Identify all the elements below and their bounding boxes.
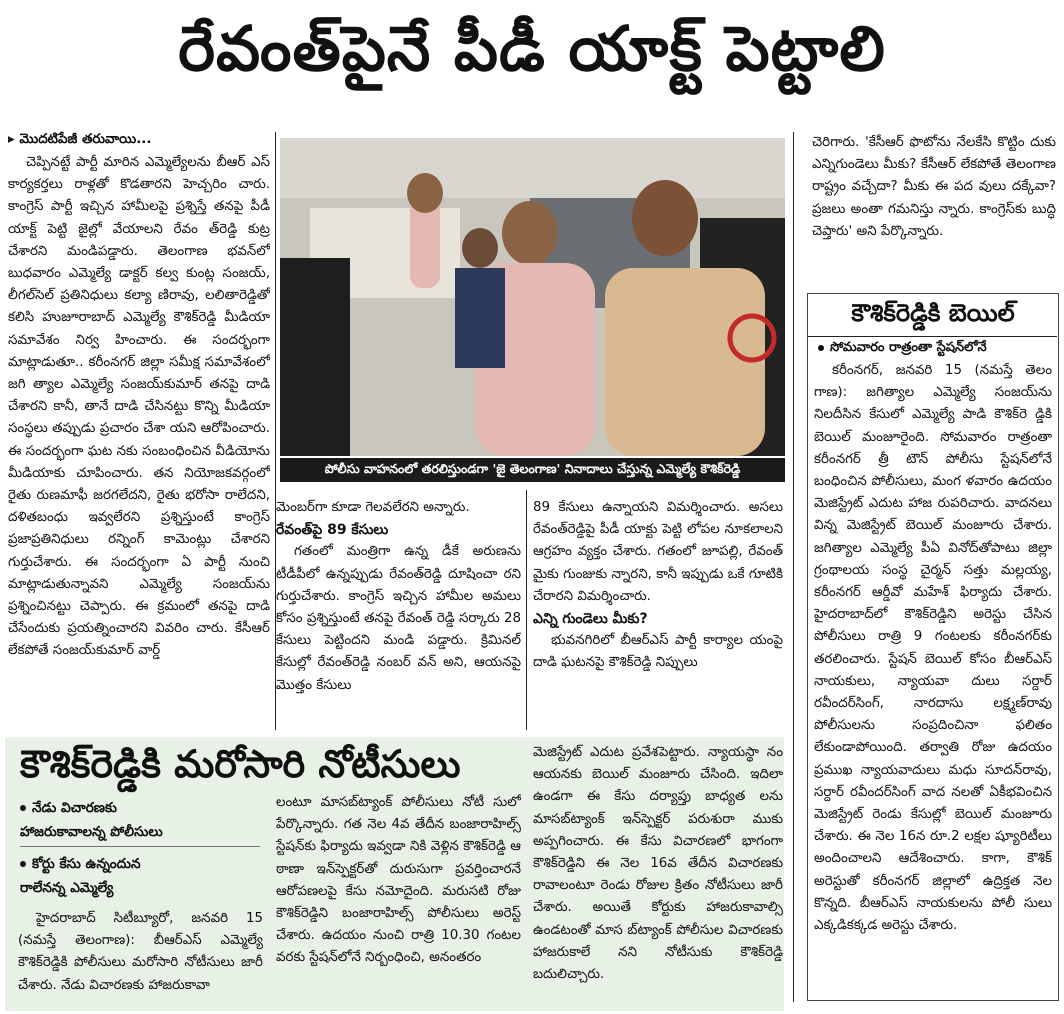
bail-box-body <box>814 360 1052 996</box>
article-column-3 <box>533 497 783 733</box>
police-car-photo <box>280 138 785 456</box>
article-paragraph: చెప్పినట్టే పార్టీ మారిన ఎమ్మెల్యేలను బీఆర్ ఎస్ కార్యకర్తలు రాళ్లతో కొడతారని హెచ్చరిం చారు. కాంగ్రెస్ పార్టీ ఇచ్చిన హామీలపై ప్రశ్నిస్తే తనపై పీడీ యాక్ట్ పెట్టి జైల్లో వేయాలని రేవం త్‌రెడ్డి కుట్ర చేశారని మండిపడ్డారు. తెలంగాణ భవన్‌లో బుధవారం ఎమ్మెల్యే డాక్టర్ కల్వ కుంట్ల సంజయ్, లీగల్‌సెల్ ప్రతినిధులు కల్యా ణిరావు, లలితారెడ్డితో కలిసి హుజూరాబాద్ ఎమ్మెల్యే కౌశిక్‌రెడ్డి మీడియా సమావేశం నిర్వ హించారు. ఈ సందర్భంగా మాట్లాడుతూ.. కరీంనగర్ జిల్లా సమీక్ష సమావేశంలో జగి త్యాల ఎమ్మెల్యే సంజయ్‌కుమార్ తనపై దాడి చేశారని కానీ, తానే దాడి చేసినట్టు కొన్ని మీడియా సంస్థలు తప్పుడు ప్రచారం చేశా యని ఆరోపించారు. ఈ సందర్భంగా ఘట నకు సంబంధించిన వీడియోను మీడియాకు చూపించారు. తన నియోజకవర్గంలో రైతు రుణమాఫీ జరగలేదని, రైతు భరోసా రాలేదని, దళితబంధు ఇవ్వలేరని ప్రశ్నిస్తుంటే కాంగ్రెస్ ప్రజాప్రతినిధులు రన్నింగ్ కామెంట్లు చేశారని గుర్తుచేశారు. ఈ సందర్భంగా ఏ పార్టీ నుంచి మాట్లాడుతున్నావని ఎమ్మెల్యే సంజయ్‌ను ప్రశ్నించినట్టు చెప్పారు. ఈ క్రమంలో తనపై దాడి చేసేందుకు ప్రయత్నించారని వివరిం చారు. కేసీఆర్ లేకపోతే సంజయ్‌కుమార్ వార్డ్ <box>8 155 270 659</box>
article-column-2 <box>276 497 521 733</box>
bail-box-subtitle: సోమవారం రాత్రంతా స్టేషన్‌లోనే <box>818 340 987 358</box>
article-paragraph: భువనగిరిలో బీఆర్ఎస్ పార్టీ కార్యాల యంపై దాడి ఘటనపై కౌశిక్‌రెడ్డి నిప్పులు <box>533 633 783 671</box>
bullet-icon <box>20 805 26 811</box>
article-paragraph: చెరిగారు. 'కేసీఆర్ ఫొటోను నేలకేసి కొట్టిం దుకు ఎన్నిగుండెలు మీకు? కేసీఆర్ లేకపోతే తెలంగాణ రాష్ట్రం వచ్చేదా? మీకు ఈ పద వులు దక్కేవా? ప్రజలు అంతా గమనిస్తు న్నారు. కాంగ్రెస్‌కు బుద్ధి చెప్తారు' అని పేర్కొన్నారు. <box>812 135 1056 239</box>
notice-column-1 <box>18 908 263 1008</box>
article-paragraph: లంటూ మాసబ్‌ట్యాంక్ పోలీసులు నోటీ సులో పేర్కొన్నారు. గత నెల 4వ తేదీన బంజారాహిల్స్ స్టేషన్‌కు ఫిర్యాదు ఇవ్వడా నికి వెళ్లిన కౌశిక్‌రెడ్డి ఆ ఠాణా ఇన్‌స్పెక్టర్‌తో దురుసుగా ప్రవర్తించారనే ఆరోపణలపై కేసు నమోదైంది. మరుసటి రోజు కౌశిక్‌రెడ్డిని బంజారాహిల్స్ పోలీసులు అరెస్ట్ చేశారు. ఉదయం నుంచి రాత్రి 10.30 గంటల వరకు స్టేషన్‌లోనే నిర్బంధించి, అనంతరం <box>276 795 521 966</box>
article-column-4 <box>812 132 1056 287</box>
continued-text: మొదటిపేజీ తరువాయి... <box>19 132 152 147</box>
article-column-1 <box>8 152 270 737</box>
article-paragraph: గతంలో మంత్రిగా ఉన్న డీకే అరుణను టీడీపీలో ఉన్నప్పుడు రేవంత్‌రెడ్డి దూషించా రని గుర్తుచేశారు. కాంగ్రెస్ ఇచ్చిన హామీల అమలు కోసం ప్రశ్నిస్తుంటే తనపై రేవంత్ రెడ్డి సర్కారు 28 కేసులు పెట్టిందని మండి పడ్డారు. క్రిమినల్ కేసుల్లో రేవంత్‌రెడ్డి నంబర్ వన్ అని, ఆయనపై మొత్తం కేసులు <box>276 544 521 693</box>
article-paragraph: 89 కేసులు ఉన్నాయని విమర్శించారు. అసలు రేవంత్‌రెడ్డిపై పీడీ యాక్టు పెట్టి లోపల నూకలాలని ఆగ్రహం వ్యక్తం చేశారు. గతంలో జూపల్లి, రేవంత్ మైకు గుంజుకు న్నారని, కానీ ఇప్పుడు ఒకే గూటికి చేరారని విమర్శించారు. <box>533 500 783 604</box>
photo-caption: పోలీసు వాహనంలో తరలిస్తుండగా 'జై తెలంగాణ' నినాదాలు చేస్తున్న ఎమ్మెల్యే కౌశిక్‌రెడ్డి <box>280 458 785 482</box>
notice-column-3 <box>533 742 783 1008</box>
bullet-icon <box>20 861 26 867</box>
notice-column-2 <box>276 792 521 1008</box>
article-paragraph: కరీంనగర్, జనవరి 15 (నమస్తే తెలం గాణ): జగిత్యాల ఎమ్మెల్యే సంజయ్‌ను నిలదీసిన కేసులో ఎమ్మెల్యే పాడి కౌశిక్‌రె డ్డికి బెయిల్ మంజూరైంది. సోమవారం రాత్రంతా కరీంనగర్ త్రీ టౌన్ పోలీసు స్టేషన్‌లోనే బంధించిన పోలీసులు, మంగ ళవారం ఉదయం మెజిస్ట్రేట్ ఎదుట హాజ రుపరిచారు. వాదనలు విన్న మెజిస్ట్రేట్ బెయిల్ మంజూరు చేశారు. జగిత్యాల ఎమ్మెల్యే పీఏ వినోద్‌తోపాటు జిల్లా గ్రంథాలయ సంస్థ చైర్మన్ సత్తు మల్లయ్య, కరీంనగర్ ఆర్డీవో మహేశ్ ఫిర్యాదు చేశారు. హైదరాబాద్‌లో కౌశిక్‌రెడ్డిని అరెస్టు చేసిన పోలీసులు రాత్రి 9 గంటలకు కరీంనగర్‌కు తరలించారు. స్టేషన్ బెయిల్ కోసం బీఆర్ఎస్ నాయకులు, న్యాయవా దులు సర్దార్ రవీందర్‌సింగ్, నారదాసు లక్ష్మణ్‌రావు పోలీసులను సంప్రదించినా ఫలితం లేకుండాపోయింది. తర్వాతి రోజు ఉదయం ప్రముఖ న్యాయవాదులు మధు సూదన్‌రావు, సర్దార్ రవీందర్‌సింగ్ వాద నలతో ఏకీభవించిన మెజిస్ట్రేట్ రెండు కేసుల్లో బెయిల్ మంజూరు చేశారు. ఈ నెల 16న రూ.2 లక్షల ష్యూరిటీలు అందించాలని ఆదేశించారు. కాగా, కౌశిక్ అరెస్టుతో కరీంనగర్ జిల్లాలో ఉద్రిక్తత నెల కొన్నది. బీఆర్ఎస్ నాయకులను పోలీ సులు ఎక్కడికక్కడ అరెస్టు చేశారు. <box>814 363 1052 934</box>
article-paragraph: మెంబర్‌గా కూడా గెలవలేరని అన్నారు. <box>276 500 470 515</box>
bullet-icon <box>818 345 824 351</box>
notice-bullet-1: నేడు విచారణకు హాజరుకావాలన్న పోలీసులు <box>20 800 163 840</box>
bullet-divider <box>20 846 260 847</box>
box-divider <box>808 336 1057 337</box>
notice-box-title: కౌశిక్‌రెడ్డికి మరోసారి నోటీసులు <box>20 742 461 786</box>
bail-box-title: కౌశిక్‌రెడ్డికి బెయిల్ <box>851 299 1015 327</box>
column-divider <box>526 490 527 730</box>
news-photo <box>280 138 785 456</box>
arrow-icon: ▸ <box>8 132 15 147</box>
subheading: ఎన్ని గుండెలు మీకు? <box>533 611 648 628</box>
headline: రేవంత్‌పైనే పీడీ యాక్ట్ పెట్టాలి <box>178 12 886 85</box>
subheading: రేవంత్‌పై 89 కేసులు <box>276 522 389 539</box>
continued-label <box>8 132 151 150</box>
column-divider <box>793 132 794 1002</box>
article-paragraph: మెజిస్ట్రేట్ ఎదుట ప్రవేశపెట్టారు. న్యాయస్థా నం ఆయనకు బెయిల్ మంజూరు చేసింది. ఇదిలా ఉండగా ఈ కేసు దర్యాప్తు బాధ్యత లను మాసబ్‌ట్యాంక్ ఇన్‌స్పెక్టర్ పరుశురా ముకు అప్పగించారు. ఈ కేసు విచారణలో భాగంగా కౌశిక్‌రెడ్డిని ఈ నెల 16వ తేదీన విచారణకు రావాలంటూ రెండు రోజుల క్రితం నోటీసులు జారీ చేశారు. అయితే కోర్టుకు హాజరుకావాల్సి ఉండటంతో మాస బ్‌ట్యాంక్ పోలీసుల విచారణకు హాజరుకాలే నని నోటీసుకు కౌశిక్‌రెడ్డి బదులిచ్చారు. <box>533 745 783 983</box>
notice-bullet-2: కోర్టు కేసు ఉన్నందున రాలేనన్న ఎమ్మెల్యే <box>20 856 141 896</box>
article-paragraph: హైదరాబాద్ సిటీబ్యూరో, జనవరి 15 (నమస్తే తెలంగాణ): బీఆర్ఎస్ ఎమ్మెల్యే కౌశిక్‌రెడ్డికి పోలీసులు మరోసారి నోటీసులు జారీ చేశారు. నేడు విచారణకు హాజరుకావా <box>18 911 263 993</box>
